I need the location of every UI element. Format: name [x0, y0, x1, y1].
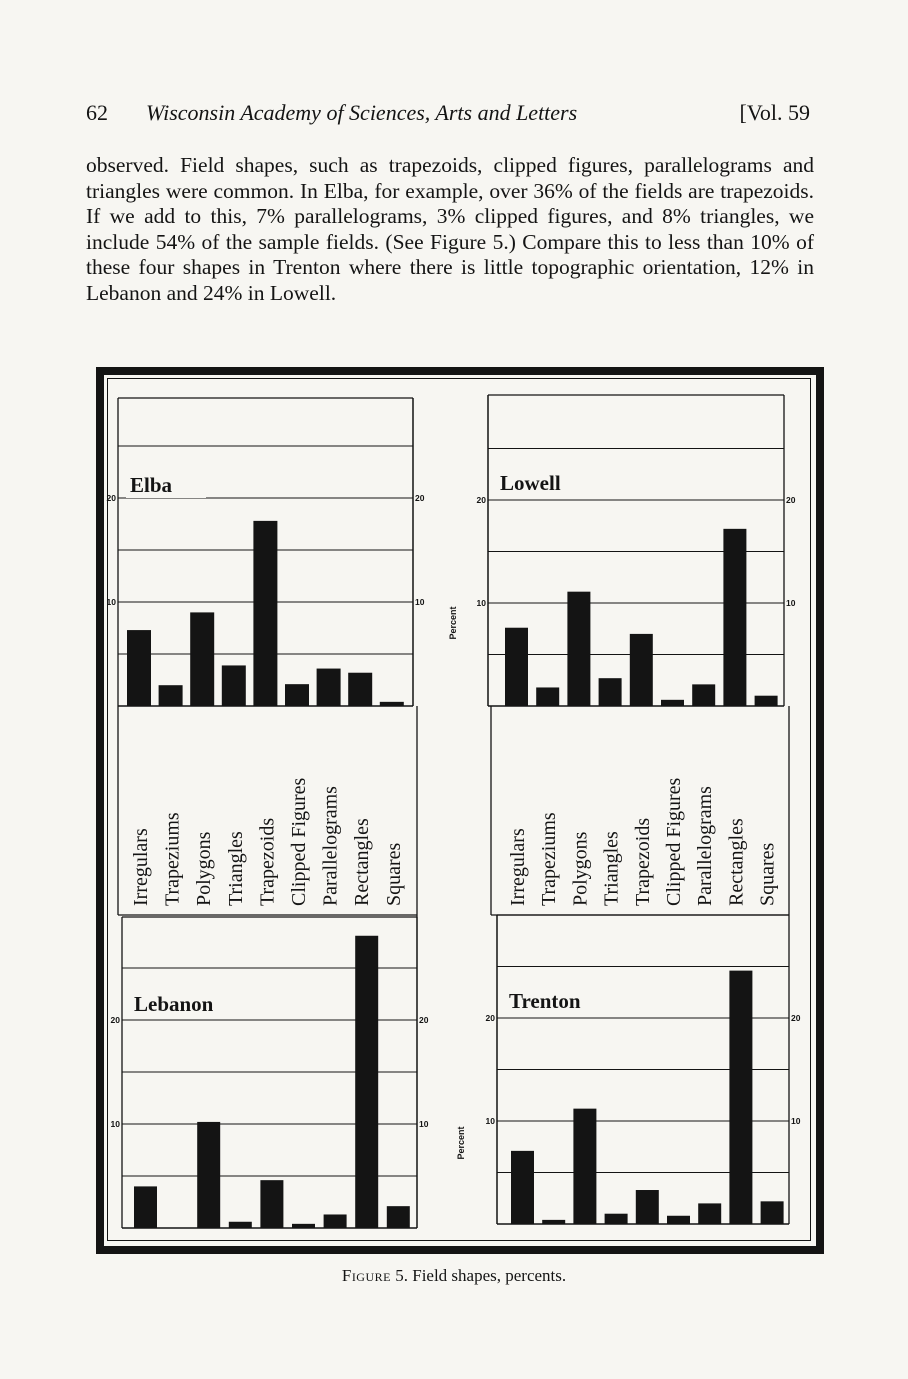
- left-category-label-trapezoids: Trapezoids: [256, 817, 279, 906]
- left-category-label-irregulars: Irregulars: [130, 828, 152, 906]
- lebanon-bar-clipped-figures: [292, 1224, 315, 1228]
- elba-tick-left-20: 20: [106, 493, 116, 503]
- elba-tick-right-10: 10: [415, 597, 425, 607]
- lowell-bar-triangles: [599, 678, 622, 706]
- caption-number: 5.: [395, 1266, 408, 1285]
- lebanon-bar-rectangles: [355, 936, 378, 1228]
- trenton-bar-squares: [761, 1201, 784, 1224]
- elba-bar-parallelograms: [317, 669, 341, 706]
- lebanon-bar-irregulars: [134, 1186, 157, 1228]
- caption-text: Field shapes, percents.: [412, 1266, 567, 1285]
- percent-axis-label-2: Percent: [456, 1126, 466, 1160]
- elba-bar-trapezoids: [253, 521, 277, 706]
- lowell-bar-parallelograms: [692, 684, 715, 706]
- trenton-tick-right-20: 20: [791, 1013, 801, 1023]
- lowell-tick-right-20: 20: [786, 495, 796, 505]
- trenton-bar-trapeziums: [542, 1220, 565, 1224]
- lowell-bar-irregulars: [505, 628, 528, 706]
- lebanon-tick-right-10: 10: [419, 1119, 429, 1129]
- figure-caption: [0, 1266, 908, 1286]
- trenton-bar-parallelograms: [698, 1203, 721, 1224]
- right-category-label-triangles: Triangles: [600, 831, 623, 906]
- elba-tick-left-10: 10: [106, 597, 116, 607]
- trenton-bar-irregulars: [511, 1151, 534, 1224]
- right-category-label-irregulars: Irregulars: [507, 828, 529, 906]
- lowell-tick-left-20: 20: [476, 495, 486, 505]
- lebanon-tick-left-20: 20: [110, 1015, 120, 1025]
- caption-label: Figure: [341, 1266, 391, 1285]
- right-category-label-trapezoids: Trapezoids: [631, 817, 654, 906]
- elba-bar-squares: [380, 702, 404, 706]
- left-category-label-trapeziums: Trapeziums: [161, 812, 184, 906]
- left-category-label-rectangles: Rectangles: [351, 818, 374, 906]
- lowell-title: Lowell: [500, 471, 561, 495]
- right-category-label-trapeziums: Trapeziums: [538, 812, 561, 906]
- lowell-bar-trapezoids: [630, 634, 653, 706]
- elba-bar-clipped-figures: [285, 684, 309, 706]
- left-category-label-triangles: Triangles: [224, 831, 247, 906]
- left-category-label-parallelograms: Parallelograms: [319, 786, 342, 906]
- elba-bar-trapeziums: [159, 685, 183, 706]
- left-category-label-squares: Squares: [382, 842, 405, 906]
- right-category-label-polygons: Polygons: [569, 831, 592, 906]
- lowell-bar-rectangles: [723, 529, 746, 706]
- trenton-bar-rectangles: [729, 971, 752, 1224]
- trenton-tick-left-10: 10: [485, 1116, 495, 1126]
- right-category-label-rectangles: Rectangles: [725, 818, 748, 906]
- lebanon-bar-squares: [387, 1206, 410, 1228]
- volume-number: [Vol. 59: [739, 100, 810, 125]
- trenton-bar-trapezoids: [636, 1190, 659, 1224]
- lowell-bar-squares: [755, 696, 778, 706]
- lowell-tick-left-10: 10: [476, 598, 486, 608]
- lowell-bar-polygons: [567, 592, 590, 706]
- right-category-label-parallelograms: Parallelograms: [694, 786, 717, 906]
- lebanon-bar-triangles: [229, 1222, 252, 1228]
- trenton-tick-right-10: 10: [791, 1116, 801, 1126]
- lebanon-tick-left-10: 10: [110, 1119, 120, 1129]
- lebanon-title: Lebanon: [134, 992, 214, 1016]
- elba-bar-polygons: [190, 612, 214, 706]
- page-number: 62: [86, 100, 108, 125]
- elba-bar-rectangles: [348, 673, 372, 706]
- journal-title: Wisconsin Academy of Sciences, Arts and Letters: [146, 100, 578, 125]
- elba-tick-right-20: 20: [415, 493, 425, 503]
- left-category-label-polygons: Polygons: [193, 831, 216, 906]
- lowell-bar-trapeziums: [536, 687, 559, 706]
- lowell-bar-clipped-figures: [661, 700, 684, 706]
- right-category-label-squares: Squares: [756, 842, 779, 906]
- body-paragraph: observed. Field shapes, such as trapezoids, clipped figures, parallelograms and triangles were common. In Elba, for example, over 36% of the fields are trapezoids. If we add to this, 7% parallelograms, 3% clipped figures, and 8% triangles, we include 54% of the sample fields. (See Figure 5.) Compare this to less than 10% of these four shapes in Trenton where there is little topographic orientation, 12% in Lebanon and 24% in Lowell.: [86, 153, 814, 305]
- lebanon-tick-right-20: 20: [419, 1015, 429, 1025]
- trenton-bar-triangles: [605, 1214, 628, 1224]
- trenton-bar-clipped-figures: [667, 1216, 690, 1224]
- right-category-label-clipped-figures: Clipped Figures: [663, 777, 685, 906]
- lebanon-bar-polygons: [197, 1122, 220, 1228]
- lowell-tick-right-10: 10: [786, 598, 796, 608]
- elba-bar-irregulars: [127, 630, 151, 706]
- lebanon-bar-parallelograms: [324, 1214, 347, 1228]
- lebanon-bar-trapezoids: [260, 1180, 283, 1228]
- trenton-title: Trenton: [509, 989, 581, 1013]
- trenton-tick-left-20: 20: [485, 1013, 495, 1023]
- elba-bar-triangles: [222, 665, 246, 706]
- elba-title: Elba: [130, 473, 173, 497]
- trenton-bar-polygons: [573, 1109, 596, 1224]
- percent-axis-label-1: Percent: [448, 606, 458, 640]
- left-category-label-clipped-figures: Clipped Figures: [288, 777, 310, 906]
